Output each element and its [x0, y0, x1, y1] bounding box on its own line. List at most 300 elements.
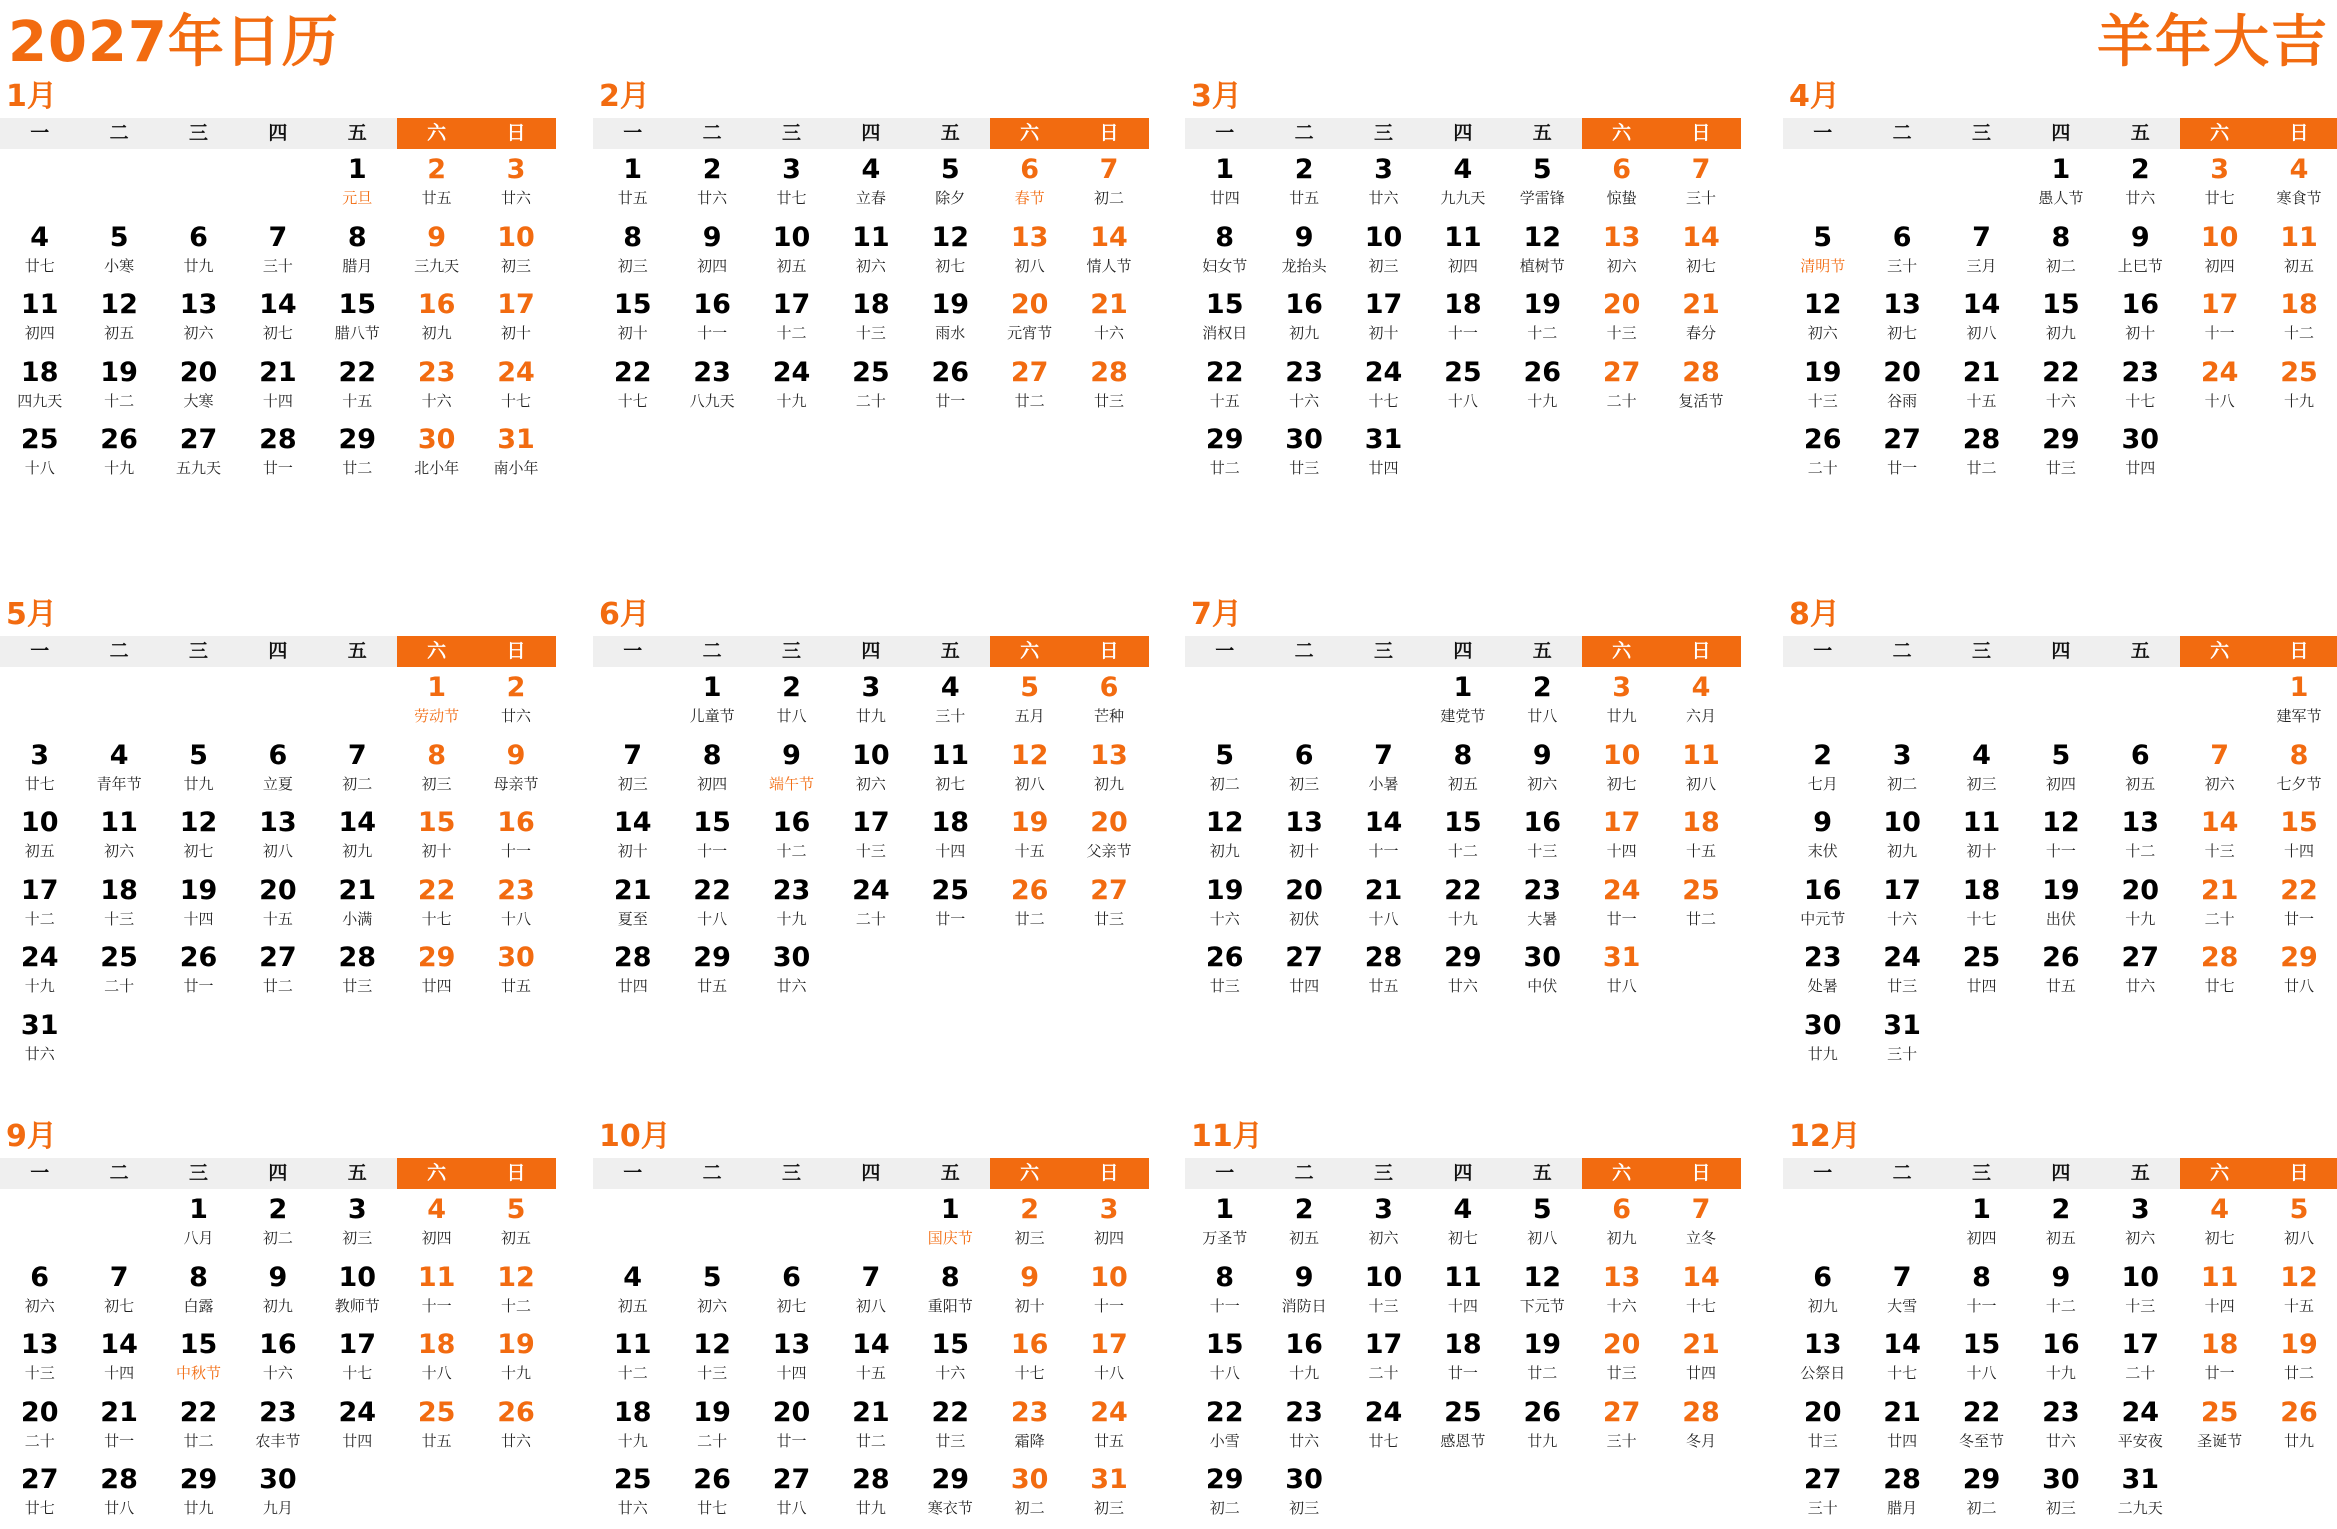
lunar-label: 廿六	[617, 1499, 648, 1517]
lunar-label: 廿九	[855, 1499, 886, 1517]
day-number: 14	[100, 1329, 138, 1360]
day-number: 5	[1532, 154, 1552, 185]
lunar-label: 廿八	[1606, 977, 1637, 995]
lunar-label: 十五	[1966, 391, 1997, 410]
day-number: 1	[427, 672, 447, 703]
day-cell	[238, 1259, 317, 1327]
lunar-label: 妇女节	[1202, 256, 1248, 275]
day-grid	[0, 151, 556, 489]
day-number: 30	[259, 1464, 297, 1495]
weekday-label: 一	[1783, 1158, 1862, 1189]
day-number: 2	[506, 672, 526, 703]
day-number: 25	[852, 356, 890, 388]
day-cell	[318, 219, 397, 287]
day-number: 2	[268, 1194, 288, 1225]
day-number: 27	[1602, 356, 1641, 388]
month-title: 4月	[1789, 79, 1840, 114]
day-cell	[672, 939, 751, 1007]
day-cell	[752, 1461, 831, 1529]
day-cell	[2180, 737, 2259, 805]
day-cell	[476, 737, 555, 805]
day-cell	[1069, 669, 1148, 737]
day-number: 17	[1883, 874, 1921, 906]
lunar-label: 初三	[421, 774, 452, 793]
lunar-label: 初二	[1209, 1499, 1240, 1517]
lunar-label: 劳动节	[414, 707, 460, 725]
lunar-label: 十六	[1887, 909, 1918, 928]
day-number: 29	[1962, 1464, 2001, 1495]
lunar-label: 初七	[1686, 256, 1717, 275]
day-cell	[752, 939, 831, 1007]
day-number: 21	[1090, 289, 1128, 320]
day-cell	[1344, 1326, 1423, 1394]
day-cell	[672, 1461, 751, 1529]
day-cell	[1862, 737, 1941, 805]
day-cell	[911, 1326, 990, 1394]
day-cell	[238, 286, 317, 354]
weekday-header	[593, 636, 1149, 667]
lunar-label: 廿五	[421, 189, 452, 207]
day-number: 16	[2042, 1329, 2080, 1360]
day-number: 22	[1205, 1396, 1244, 1428]
day-number: 4	[1972, 739, 1991, 771]
day-number: 15	[1205, 1329, 1244, 1360]
day-cell	[2259, 1326, 2337, 1394]
day-cell	[1503, 151, 1582, 219]
lunar-label: 十七	[1368, 391, 1399, 410]
lunar-label: 廿一	[1606, 909, 1637, 928]
day-number: 10	[497, 221, 535, 253]
day-cell	[2259, 151, 2337, 219]
day-number: 12	[931, 221, 970, 253]
day-number: 4	[1453, 154, 1473, 185]
day-number: 7	[1892, 1261, 1912, 1293]
day-number: 16	[1285, 289, 1323, 320]
day-cell	[1661, 354, 1740, 422]
weekday-label: 一	[593, 636, 672, 667]
day-cell	[1423, 939, 1502, 1007]
weekday-label: 日	[1661, 118, 1740, 149]
weekday-header	[1783, 118, 2337, 149]
lunar-label: 廿七	[24, 774, 55, 793]
day-cell	[397, 1394, 476, 1462]
day-number: 19	[2280, 1329, 2318, 1360]
lunar-label: 初九	[262, 1296, 293, 1315]
lunar-label: 大寒	[183, 391, 214, 410]
lunar-label: 春分	[1686, 324, 1717, 342]
day-number: 28	[1883, 1464, 1921, 1495]
lunar-label: 初九	[2045, 324, 2076, 342]
day-number: 7	[347, 739, 367, 771]
lunar-label: 初三	[1368, 256, 1399, 275]
day-cell	[1423, 669, 1502, 737]
day-number: 23	[1523, 874, 1562, 906]
day-number: 30	[417, 424, 456, 455]
day-cell	[318, 804, 397, 872]
empty-cell	[0, 1191, 79, 1259]
day-cell	[2180, 151, 2259, 219]
lunar-label: 初五	[24, 842, 55, 860]
lunar-label: 初二	[2045, 256, 2076, 275]
day-cell	[672, 1259, 751, 1327]
day-number: 21	[100, 1396, 138, 1428]
lunar-label: 三九天	[414, 256, 460, 275]
day-cell	[318, 1326, 397, 1394]
lunar-label: 初七	[262, 324, 293, 342]
day-number: 19	[2042, 874, 2080, 906]
day-number: 25	[100, 942, 138, 973]
day-number: 22	[931, 1396, 970, 1428]
day-grid	[1185, 669, 1741, 1007]
lunar-label: 廿六	[501, 189, 532, 207]
day-number: 9	[1294, 221, 1314, 253]
lunar-label: 廿六	[776, 977, 807, 995]
day-number: 23	[1803, 942, 1842, 973]
weekday-label: 日	[476, 636, 555, 667]
weekday-label: 日	[2259, 118, 2337, 149]
lunar-label: 廿八	[776, 1499, 807, 1517]
day-number: 9	[2130, 221, 2150, 253]
lunar-label: 廿二	[855, 1431, 886, 1450]
day-number: 5	[1020, 672, 1040, 703]
day-number: 19	[1205, 874, 1244, 906]
day-cell	[1264, 1259, 1343, 1327]
lunar-label: 十八	[1094, 1364, 1125, 1382]
day-number: 4	[1691, 672, 1711, 703]
lunar-label: 父亲节	[1086, 842, 1132, 860]
lunar-label: 初二	[1094, 189, 1125, 207]
day-cell	[990, 1259, 1069, 1327]
month-title: 6月	[599, 597, 650, 632]
day-cell	[593, 939, 672, 1007]
day-number: 7	[1972, 221, 1991, 253]
day-cell	[1185, 939, 1264, 1007]
day-number: 2	[1294, 1194, 1314, 1225]
month-block	[1783, 1118, 2337, 1529]
lunar-label: 初七	[183, 842, 214, 860]
day-cell	[752, 286, 831, 354]
day-number: 17	[852, 807, 890, 838]
lunar-label: 三十	[1686, 189, 1717, 207]
lunar-label: 十四	[262, 391, 293, 410]
lunar-label: 廿四	[1887, 1431, 1918, 1450]
month-title: 2月	[599, 79, 650, 114]
day-cell	[0, 804, 79, 872]
lunar-label: 初四	[421, 1229, 452, 1247]
lunar-label: 腊八节	[334, 324, 380, 342]
day-number: 15	[417, 807, 456, 838]
lunar-label: 十五	[1209, 391, 1240, 410]
day-cell	[1264, 354, 1343, 422]
lunar-label: 惊蛰	[1606, 189, 1637, 207]
day-number: 27	[772, 1464, 811, 1495]
lunar-label: 初七	[1447, 1229, 1478, 1247]
day-cell	[2101, 804, 2180, 872]
day-cell	[672, 1394, 751, 1462]
day-cell	[1423, 151, 1502, 219]
day-cell	[2101, 421, 2180, 489]
day-number: 18	[2280, 289, 2318, 320]
day-number: 31	[1364, 424, 1403, 455]
lunar-label: 青年节	[96, 774, 142, 793]
day-cell	[1661, 286, 1740, 354]
day-number: 22	[1444, 874, 1482, 906]
lunar-label: 十二	[104, 391, 135, 410]
lunar-label: 十一	[2045, 842, 2076, 860]
day-number: 15	[1962, 1329, 2001, 1360]
day-number: 13	[1883, 289, 1921, 320]
day-cell	[2259, 872, 2337, 940]
lunar-label: 初六	[24, 1296, 55, 1315]
empty-cell	[79, 669, 158, 737]
day-number: 3	[1892, 739, 1912, 771]
day-cell	[1783, 737, 1862, 805]
day-number: 10	[2200, 221, 2239, 253]
month-title: 9月	[6, 1119, 57, 1154]
lunar-label: 小满	[342, 909, 373, 928]
day-number: 31	[1883, 1009, 1921, 1041]
weekday-label: 六	[990, 118, 1069, 149]
lunar-label: 九九天	[1440, 189, 1486, 207]
weekday-label: 日	[476, 1158, 555, 1189]
day-number: 16	[1523, 807, 1562, 838]
day-cell	[1264, 737, 1343, 805]
lunar-label: 廿二	[1209, 459, 1240, 477]
day-number: 12	[179, 807, 218, 838]
day-grid	[1783, 669, 2337, 1074]
day-number: 9	[1813, 807, 1833, 838]
day-cell	[1503, 219, 1582, 287]
day-cell	[1942, 354, 2021, 422]
day-number: 5	[2289, 1194, 2309, 1225]
day-number: 20	[2121, 874, 2160, 906]
day-cell	[1185, 151, 1264, 219]
lunar-label: 十三	[855, 324, 886, 342]
empty-cell	[1862, 1191, 1941, 1259]
day-number: 20	[259, 874, 297, 906]
day-cell	[1069, 286, 1148, 354]
day-cell	[990, 1461, 1069, 1529]
day-number: 12	[1523, 221, 1562, 253]
lunar-label: 初三	[1966, 774, 1997, 793]
lunar-label: 廿四	[421, 977, 452, 995]
day-cell	[159, 939, 238, 1007]
day-cell	[1661, 151, 1740, 219]
day-cell	[831, 286, 910, 354]
lunar-label: 十五	[1686, 842, 1717, 860]
lunar-label: 廿三	[1094, 909, 1125, 928]
day-cell	[79, 354, 158, 422]
day-cell	[1069, 219, 1148, 287]
day-number: 16	[693, 289, 731, 320]
day-cell	[2259, 737, 2337, 805]
day-number: 23	[1010, 1396, 1049, 1428]
day-cell	[911, 286, 990, 354]
lunar-label: 十四	[183, 909, 214, 928]
day-number: 16	[772, 807, 811, 838]
lunar-label: 初四	[2045, 774, 2076, 793]
day-number: 13	[1602, 1261, 1641, 1293]
day-number: 23	[259, 1396, 297, 1428]
day-number: 26	[1523, 356, 1562, 388]
day-cell	[159, 1461, 238, 1529]
lunar-label: 初二	[1887, 774, 1918, 793]
day-cell	[2021, 872, 2100, 940]
day-cell	[476, 421, 555, 489]
day-cell	[2101, 286, 2180, 354]
day-cell	[318, 151, 397, 219]
lunar-label: 初五	[2284, 256, 2315, 275]
day-cell	[1783, 1259, 1862, 1327]
lunar-label: 廿九	[1807, 1044, 1838, 1063]
day-cell	[672, 151, 751, 219]
lunar-label: 十三	[1368, 1296, 1399, 1315]
day-cell	[397, 804, 476, 872]
day-cell	[990, 286, 1069, 354]
day-cell	[2021, 354, 2100, 422]
day-cell	[1942, 1191, 2021, 1259]
lunar-label: 十一	[697, 324, 728, 342]
day-number: 11	[613, 1329, 652, 1360]
lunar-label: 公祭日	[1800, 1364, 1846, 1382]
lunar-label: 三十	[1887, 256, 1918, 275]
lunar-label: 初十	[1966, 842, 1997, 860]
day-number: 9	[506, 739, 526, 771]
lunar-label: 廿六	[24, 1044, 55, 1063]
weekday-header	[1783, 636, 2337, 667]
day-cell	[2021, 804, 2100, 872]
day-number: 10	[338, 1261, 377, 1293]
day-cell	[2101, 872, 2180, 940]
lunar-label: 十八	[1966, 1364, 1997, 1382]
lunar-label: 白露	[183, 1296, 214, 1315]
lunar-label: 初三	[1289, 1499, 1320, 1517]
lunar-label: 十八	[1447, 391, 1478, 410]
day-cell	[593, 1326, 672, 1394]
lunar-label: 十七	[421, 909, 452, 928]
lunar-label: 十七	[342, 1364, 373, 1382]
day-number: 16	[259, 1329, 297, 1360]
day-number: 28	[1682, 1396, 1720, 1428]
lunar-label: 十九	[2284, 391, 2315, 410]
day-cell	[1783, 939, 1862, 1007]
lunar-label: 初九	[1289, 324, 1320, 342]
day-cell	[1069, 1259, 1148, 1327]
lunar-label: 廿八	[1527, 707, 1558, 725]
day-cell	[990, 1326, 1069, 1394]
lunar-label: 十三	[697, 1364, 728, 1382]
day-number: 25	[1444, 1396, 1482, 1428]
day-cell	[831, 1394, 910, 1462]
day-cell	[0, 1007, 79, 1075]
weekday-header	[1185, 118, 1741, 149]
day-cell	[1185, 219, 1264, 287]
day-number: 19	[1523, 289, 1562, 320]
weekday-label: 日	[1069, 118, 1148, 149]
day-number: 20	[20, 1396, 59, 1428]
weekday-label: 三	[159, 636, 238, 667]
weekday-header	[0, 118, 556, 149]
day-number: 18	[931, 807, 970, 838]
lunar-label: 二十	[24, 1431, 55, 1450]
lunar-label: 二十	[855, 391, 886, 410]
day-cell	[79, 219, 158, 287]
lunar-label: 立夏	[262, 774, 293, 793]
day-number: 22	[338, 356, 377, 388]
day-cell	[1783, 354, 1862, 422]
day-cell	[1423, 1191, 1502, 1259]
day-number: 6	[1099, 672, 1119, 703]
weekday-label: 五	[318, 118, 397, 149]
day-number: 7	[1374, 739, 1393, 771]
weekday-header	[593, 118, 1149, 149]
day-cell	[2021, 1394, 2100, 1462]
day-number: 29	[179, 1464, 218, 1495]
day-cell	[831, 1461, 910, 1529]
weekday-label: 三	[159, 118, 238, 149]
lunar-label: 八月	[183, 1229, 214, 1247]
day-cell	[1503, 669, 1582, 737]
lunar-label: 初七	[935, 256, 966, 275]
day-number: 17	[1090, 1329, 1128, 1360]
weekday-label: 六	[990, 636, 1069, 667]
lunar-label: 廿三	[2045, 459, 2076, 477]
day-cell	[1862, 219, 1941, 287]
day-number: 8	[702, 739, 722, 771]
day-number: 10	[20, 807, 59, 838]
lunar-label: 廿一	[183, 977, 214, 995]
day-number: 15	[179, 1329, 218, 1360]
lunar-label: 初六	[855, 774, 886, 793]
day-cell	[1582, 1326, 1661, 1394]
lunar-label: 初五	[1289, 1229, 1320, 1247]
weekday-label: 六	[1582, 1158, 1661, 1189]
day-number: 23	[772, 874, 811, 906]
weekday-label: 二	[1862, 636, 1941, 667]
day-cell	[1503, 939, 1582, 1007]
lunar-label: 廿一	[104, 1431, 135, 1450]
day-cell	[159, 1191, 238, 1259]
lunar-label: 十三	[104, 909, 135, 928]
day-cell	[2101, 1461, 2180, 1529]
day-number: 19	[179, 874, 218, 906]
empty-cell	[1942, 151, 2021, 219]
lunar-label: 廿六	[1368, 189, 1399, 207]
day-cell	[1503, 737, 1582, 805]
day-cell	[1344, 804, 1423, 872]
day-cell	[1942, 1461, 2021, 1529]
weekday-label: 二	[672, 636, 751, 667]
day-cell	[1503, 1191, 1582, 1259]
day-cell	[318, 354, 397, 422]
day-number: 11	[417, 1261, 456, 1293]
day-number: 26	[2042, 942, 2080, 973]
day-cell	[1661, 219, 1740, 287]
lunar-label: 十二	[2125, 842, 2156, 860]
lunar-label: 廿二	[1014, 909, 1045, 928]
day-number: 14	[1090, 221, 1128, 253]
lunar-label: 初九	[1606, 1229, 1637, 1247]
lunar-label: 初十	[617, 842, 648, 860]
lunar-label: 十九	[501, 1364, 532, 1382]
month-block	[1185, 1118, 1741, 1529]
day-number: 18	[417, 1329, 456, 1360]
day-cell	[318, 286, 397, 354]
weekday-label: 一	[1783, 118, 1862, 149]
day-cell	[990, 737, 1069, 805]
empty-cell	[159, 669, 238, 737]
lunar-label: 初四	[697, 256, 728, 275]
